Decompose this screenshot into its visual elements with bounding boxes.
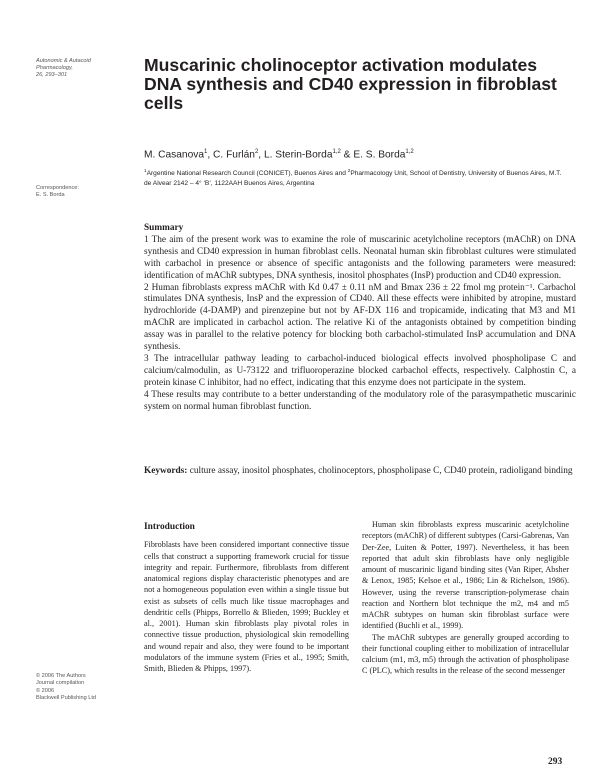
article-title: Muscarinic cholinoceptor activation modulates DNA synthesis and CD40 expression in fibroblast cells bbox=[144, 55, 557, 113]
affiliation-text: Argentine National Research Council (CONICET), Buenos Aires and bbox=[146, 170, 348, 178]
copyright-line: Blackwell Publishing Ltd bbox=[36, 695, 97, 702]
correspondence-name: E. S. Borda bbox=[36, 192, 65, 199]
affiliation-text: Pharmacology Unit, School of Dentistry, University of Buenos Aires, M.T. de Alvear 2142 – 4° ‘B’, 1122AAH Buenos Aires, Argentina bbox=[144, 170, 562, 187]
affiliation-marker: 2 bbox=[347, 168, 351, 173]
introduction-heading: Introduction bbox=[144, 522, 195, 532]
copyright-line: © 2006 The Authors bbox=[36, 673, 86, 679]
keywords-label: Keywords: bbox=[144, 466, 188, 476]
body-paragraph: Fibroblasts have been considered important connective tissue cells that construct a supporting framework crucial for tissue integrity and repair. Furthermore, fibroblasts from different anatomical regions display characteristic phenotypes and are not a homogeneous population even within a single tissue but exist as subsets of cells much like tissue macrophages and dendritic cells (Phipps, Borrello & Blieden, 1999; Buckley et al., 2001). Human skin fibroblasts play pivotal roles in connective tissue production, physiological skin remodelling and wound repair and also, they were found to be important modulators of the immune system (Fries et al., 1995; Smith, Smith, Blieden & Phipps, 1997). bbox=[144, 540, 349, 673]
journal-citation bbox=[36, 58, 131, 80]
correspondence-label: Correspondence: bbox=[36, 185, 79, 191]
author-affiliation-marker: 2 bbox=[254, 149, 259, 155]
author-name: M. Casanova bbox=[144, 149, 205, 161]
summary-section bbox=[144, 223, 576, 414]
page-number: 293 bbox=[548, 757, 563, 767]
summary-paragraph: 3 The intracellular pathway leading to carbachol-induced biological effects involved phospholipase C and calcium/calmodulin, as U-73122 and trifluoroperazine blocked carbachol effects, respectively. Calphostin C, a protein kinase C inhibitor, had no effect, indicating that this enzyme does not participate in the system. bbox=[144, 353, 576, 388]
body-paragraph: Human skin fibroblasts express muscarinic acetylcholine receptors (mAChR) of different subtypes (Carsi-Gabrenas, Van Der-Zee, Luiten & Potter, 1997). Nevertheless, it has been reported that adult skin fibroblasts have only negligible amount of muscarinic ligand binding sites (Van Riper, Absher & Lenox, 1985; Kelsoe et al., 1986; Lin & Richelson, 1986). However, using the reverse transcription-polymerase chain reaction and Northern blot technique the m2, m4 and m5 mAChR subtypes on human skin fibroblast surface were identified (Buchli et al., 1999). bbox=[362, 520, 569, 631]
author-name: L. Sterin-Borda bbox=[263, 149, 333, 161]
author-separator: , bbox=[258, 149, 264, 161]
author-affiliation-marker: 1,2 bbox=[332, 149, 341, 155]
keywords-text: culture assay, inositol phosphates, cholinoceptors, phospholipase C, CD40 protein, radioligand binding bbox=[187, 466, 573, 476]
author-affiliation-marker: 1 bbox=[204, 149, 208, 155]
body-paragraph: The mAChR subtypes are generally grouped according to their functional coupling either to mobilization of intracellular calcium (m1, m3, m5) through the activation of phospholipase C (PLC), which results in the release of the second messenger bbox=[362, 632, 569, 676]
author-name: E. S. Borda bbox=[353, 149, 406, 161]
introduction-column-right bbox=[362, 519, 569, 677]
author-list bbox=[144, 146, 574, 161]
journal-name-line2: Pharmacology, bbox=[36, 65, 73, 72]
affiliations bbox=[144, 166, 570, 188]
journal-name-line1: Autonomic & Autacoid bbox=[36, 58, 91, 64]
copyright-notice bbox=[36, 673, 131, 703]
summary-paragraph: 4 These results may contribute to a better understanding of the modulatory role of the parasympathetic muscarinic system on normal human fibroblast function. bbox=[144, 389, 576, 412]
author-separator: & bbox=[340, 149, 354, 161]
journal-volume-pages: 26, 293–301 bbox=[36, 72, 68, 79]
summary-paragraph: 1 The aim of the present work was to examine the role of muscarinic acetylcholine receptors (mAChR) on DNA synthesis and CD40 expression in human fibroblast cells. Neonatal human skin fibroblast cultures were stimulated with carbachol in presence or absence of specific antagonists and the following parameters were measured: identification of mAChR subtypes, DNA synthesis, inositol phosphates (InsP) production and CD40 expression. bbox=[144, 234, 576, 281]
author-affiliation-marker: 1,2 bbox=[405, 149, 414, 155]
summary-paragraph: 2 Human fibroblasts express mAChR with Kd 0.47 ± 0.11 nM and Bmax 236 ± 22 fmol mg protein⁻¹. Carbachol stimulates DNA synthesis, InsP and the expression of CD40. All these effects were inhibited by atropine, mustard hydrochloride (4-DAMP) and pirenzepine but not by AF-DX 116 and tropicamide, indicating that M3 and M1 mAChR are implicated in carbachol action. The relative Ki of the antagonists obtained by competition binding assay was in parallel to the relative potency for blocking both carbachol-stimulated InsP accumulation and DNA synthesis. bbox=[144, 282, 576, 353]
correspondence bbox=[36, 185, 131, 200]
affiliation-marker: 1 bbox=[144, 168, 147, 173]
summary-heading: Summary bbox=[144, 223, 184, 233]
introduction-column-left bbox=[144, 522, 349, 674]
copyright-line: © 2006 bbox=[36, 687, 55, 694]
keywords bbox=[144, 465, 576, 478]
author-separator: , bbox=[207, 149, 214, 161]
copyright-line: Journal compilation bbox=[36, 680, 85, 687]
author-name: C. Furlán bbox=[213, 149, 255, 161]
